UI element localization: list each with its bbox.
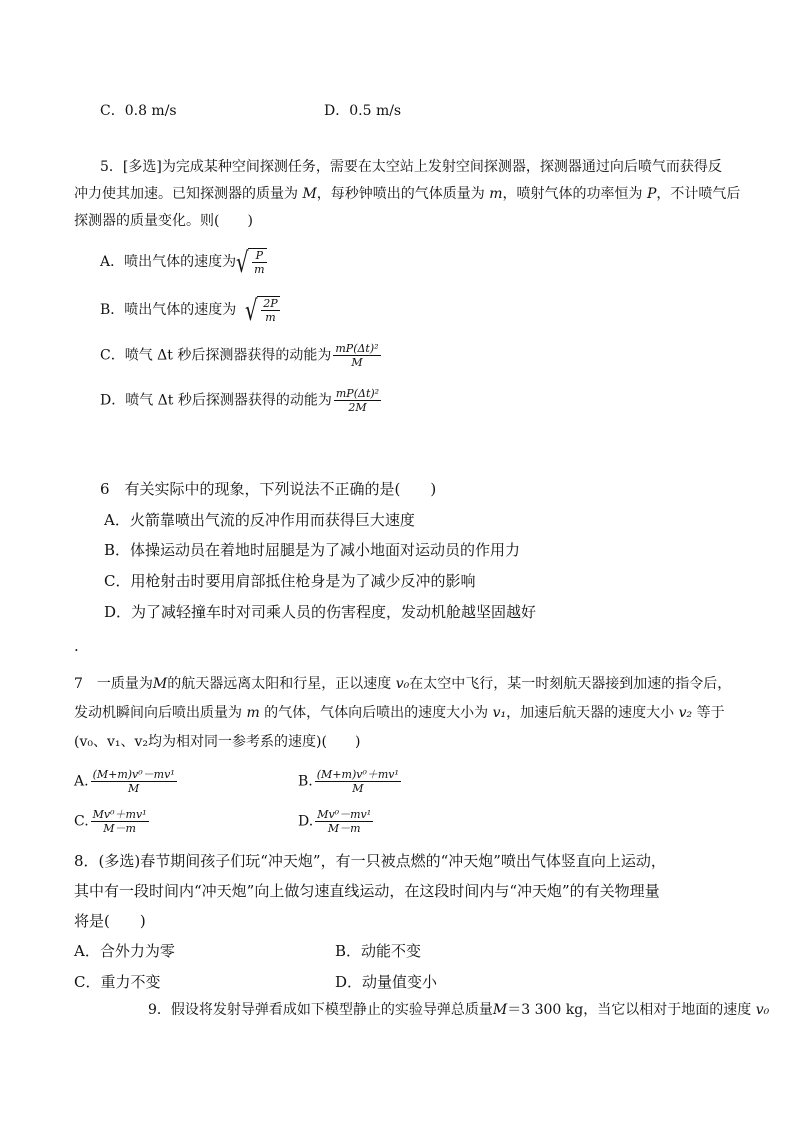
q5-stem-line3: 探测器的质量变化。则( ) bbox=[74, 213, 253, 229]
q5-option-a: A．喷出气体的速度为 √ $\frac{P}{m}$ bbox=[100, 246, 265, 279]
q6-option-d: D．为了减轻撞车时对司乘人员的伤害程度，发动机舱越坚固越好 bbox=[104, 603, 537, 621]
q9-stem-line1: 9．假设将发射导弹看成如下模型静止的实验导弹总质量M＝3 300 kg，当它以相对于地面的速度 v₀ bbox=[148, 1002, 770, 1018]
sqrt-expression: √ $\frac{2P}{m}$ bbox=[245, 294, 278, 327]
q5-option-d: D．喷气 Δt 秒后探测器获得的动能为 $\frac{\text{mP(Δt)²}}{2M}$ bbox=[100, 387, 380, 414]
q7-option-a: A. $\frac{\text{(M+m)v⁰－mv¹}}{M}$ bbox=[74, 768, 175, 795]
q8-option-a: A．合外力为零 bbox=[74, 942, 175, 960]
q8-stem-line1: 8．(多选)春节期间孩子们玩“冲天炮”，有一只被点燃的“冲天炮”喷出气体竖直向上运动， bbox=[74, 852, 666, 870]
q7-stem-line1: 7 一质量为M的航天器远离太阳和行星，正以速度 v₀在太空中飞行，某一时刻航天器接到加速的指令后， bbox=[74, 676, 732, 692]
q7-stem-line2: 发动机瞬间向后喷出质量为 m 的气体，气体向后喷出的速度大小为 v₁，加速后航天器的速度大小 v₂ 等于 bbox=[74, 705, 725, 721]
q7-option-c: C. $\frac{\text{Mv⁰＋mv¹}}{M-m}$ bbox=[74, 808, 147, 835]
q7-option-b: B. $\frac{\text{(M+m)v⁰＋mv¹}}{M}$ bbox=[298, 768, 399, 795]
q6-option-a: A．火箭靠喷出气流的反冲作用而获得巨大速度 bbox=[104, 511, 415, 529]
q4-option-d: D．0.5 m/s bbox=[324, 103, 402, 119]
q8-option-c: C．重力不变 bbox=[74, 973, 161, 991]
q5-option-b: B．喷出气体的速度为 √ $\frac{2P}{m}$ bbox=[100, 294, 278, 327]
q8-stem-line3: 将是( ) bbox=[74, 912, 146, 930]
q8-option-b: B．动能不变 bbox=[335, 942, 422, 960]
sqrt-expression: √ $\frac{P}{m}$ bbox=[236, 246, 265, 279]
q8-stem-line2: 其中有一段时间内“冲天炮”向上做匀速直线运动，在这段时间内与“冲天炮”的有关物理量 bbox=[74, 882, 660, 900]
q5-stem-line2: 冲力使其加速。已知探测器的质量为 M，每秒钟喷出的气体质量为 m，喷射气体的功率恒为 P，不计喷气后 bbox=[74, 186, 741, 202]
q8-option-d: D．动量值变小 bbox=[335, 973, 438, 991]
q5-stem-line1: 5．[多选]为完成某种空间探测任务，需要在太空站上发射空间探测器，探测器通过向后喷气而获得反 bbox=[100, 159, 722, 175]
q7-stem-line3: (v₀、v₁、v₂均为相对同一参考系的速度)( ) bbox=[74, 734, 361, 750]
q6-stem: 6 有关实际中的现象，下列说法不正确的是( ) bbox=[100, 480, 437, 498]
q6-trailing-dot: . bbox=[74, 637, 79, 655]
q5-option-c: C．喷气 Δt 秒后探测器获得的动能为 $\frac{\text{mP(Δt)²}}{M}$ bbox=[100, 342, 379, 369]
q6-option-b: B．体操运动员在着地时屈腿是为了减小地面对运动员的作用力 bbox=[104, 541, 521, 559]
q6-option-c: C．用枪射击时要用肩部抵住枪身是为了减少反冲的影响 bbox=[104, 572, 476, 590]
q7-option-d: D. $\frac{\text{Mv⁰－mv¹}}{M-m}$ bbox=[298, 808, 372, 835]
q4-option-c: C．0.8 m/s bbox=[100, 103, 177, 119]
